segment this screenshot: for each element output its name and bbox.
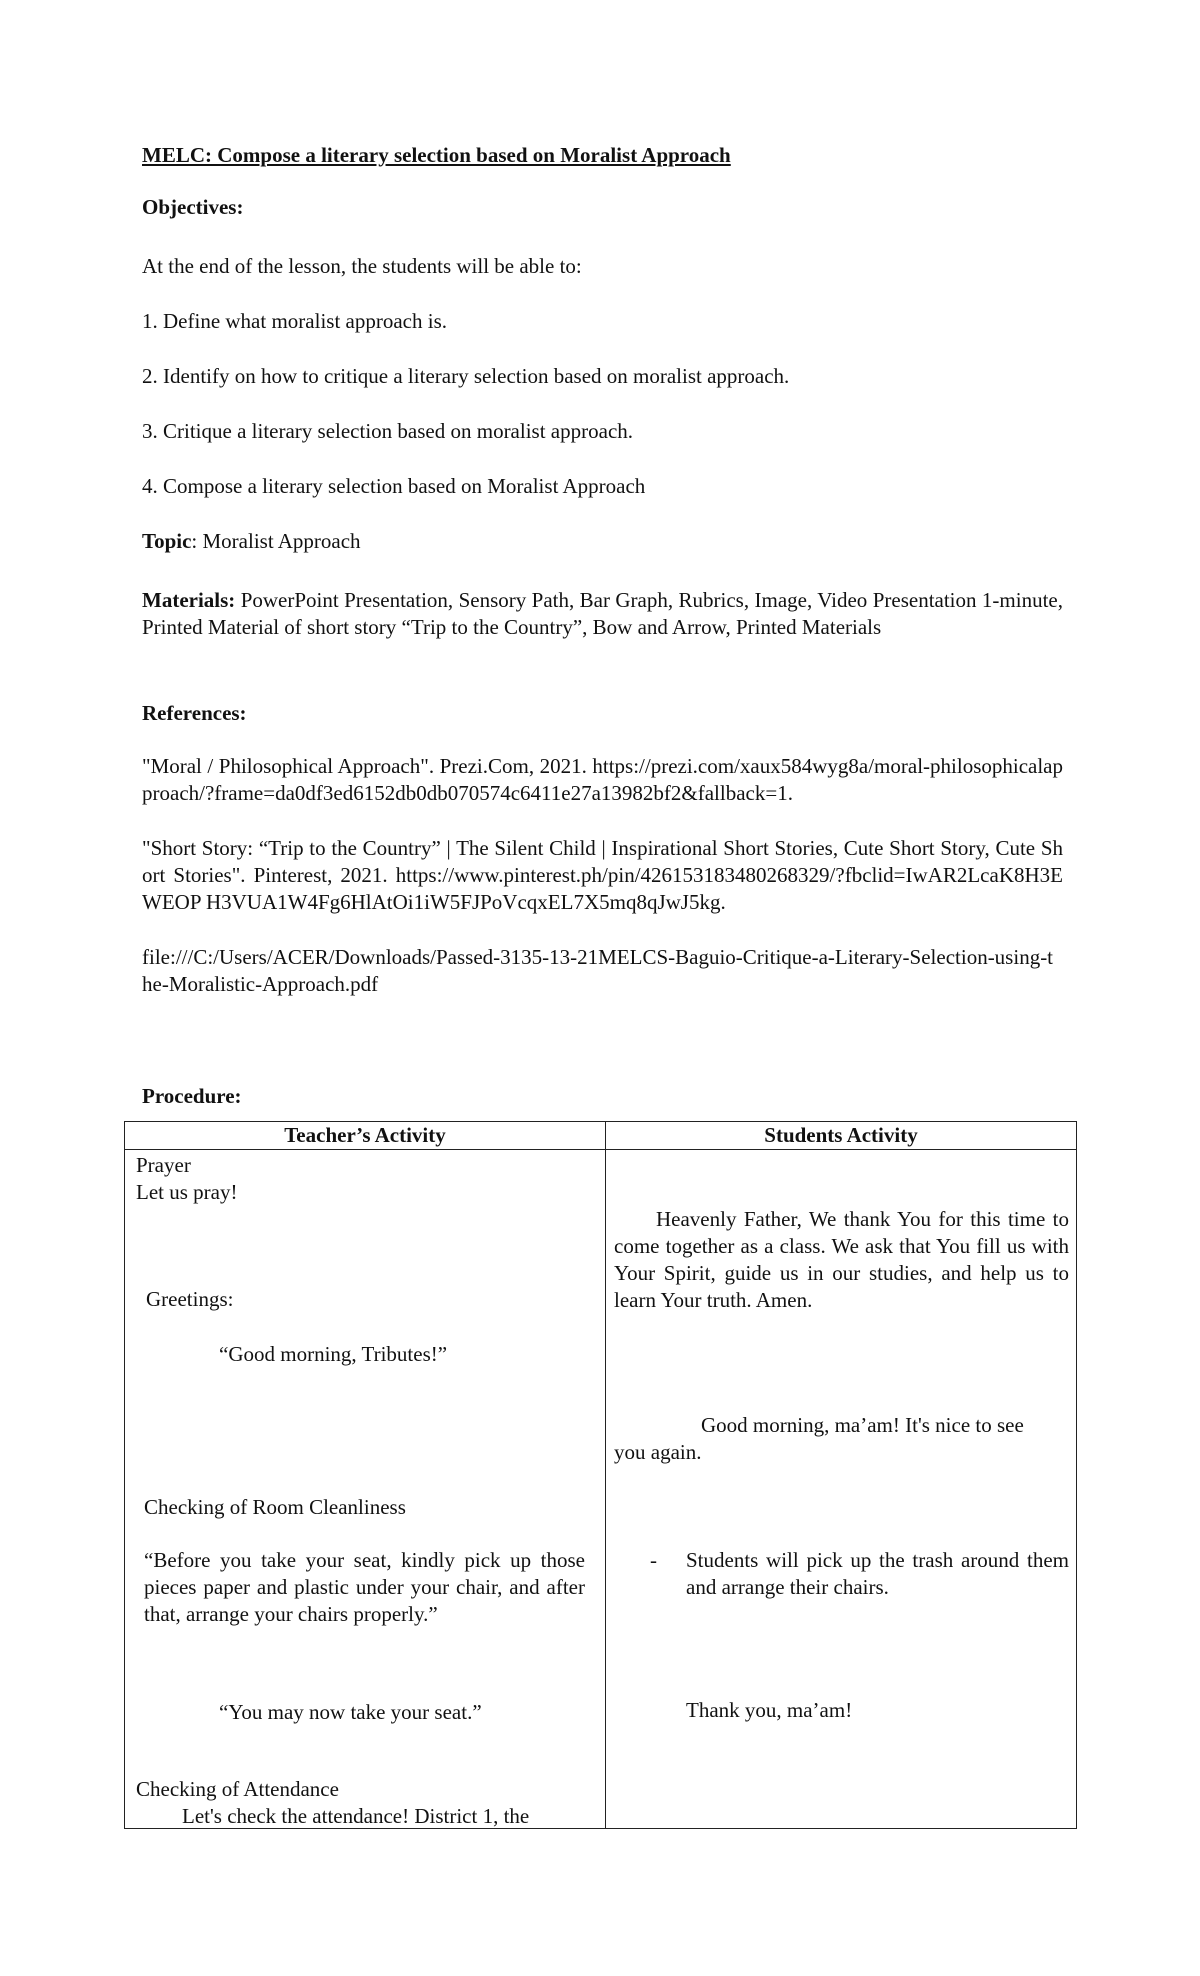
teacher-good-morning: “Good morning, Tributes!” bbox=[219, 1342, 448, 1366]
students-greeting-reply-cont: you again. bbox=[614, 1440, 702, 1464]
students-column-header: Students Activity bbox=[606, 1122, 1077, 1150]
materials-label: Materials: bbox=[142, 588, 236, 612]
students-activity-cell bbox=[606, 1150, 1077, 1829]
teacher-check-attendance: Let's check the attendance! District 1, the bbox=[182, 1804, 530, 1828]
topic-value: : Moralist Approach bbox=[191, 529, 361, 553]
teacher-lets-pray: Let us pray! bbox=[136, 1180, 238, 1204]
references-heading: References: bbox=[142, 701, 247, 725]
students-greeting-reply: Good morning, ma’am! It's nice to see bbox=[701, 1413, 1024, 1437]
teacher-column-header: Teacher’s Activity bbox=[125, 1122, 606, 1150]
procedure-row bbox=[125, 1150, 1077, 1829]
materials-paragraph bbox=[142, 587, 1063, 641]
topic-line bbox=[142, 528, 1063, 555]
objective-item: 3. Critique a literary selection based on moralist approach. bbox=[142, 419, 634, 443]
objectives-intro: At the end of the lesson, the students will be able to: bbox=[142, 254, 582, 278]
objective-item: 4. Compose a literary selection based on Moralist Approach bbox=[142, 474, 646, 498]
teacher-take-seat: “You may now take your seat.” bbox=[219, 1700, 482, 1724]
objectives-heading: Objectives: bbox=[142, 195, 244, 219]
teacher-prayer: Prayer bbox=[136, 1153, 191, 1177]
objective-item: 2. Identify on how to critique a literary selection based on moralist approach. bbox=[142, 364, 790, 388]
students-thanks: Thank you, ma’am! bbox=[686, 1698, 853, 1722]
teacher-pick-up: “Before you take your seat, kindly pick up those pieces paper and plastic under your chair, and after that, arrange your chairs properly.” bbox=[144, 1548, 585, 1626]
materials-value: PowerPoint Presentation, Sensory Path, Bar Graph, Rubrics, Image, Video Presentation 1-minute, Printed Material of short story “Trip to the Country”, Bow and Arrow, Printed Materials bbox=[142, 588, 1063, 639]
reference-item: "Moral / Philosophical Approach". Prezi.Com, 2021. https://prezi.com/xaux584wyg8a/moral-philosophicalapproach/?frame=da0df3ed6152db0db070574c6411e27a13982bf2&fallback=1. bbox=[142, 754, 1063, 805]
topic-label: Topic bbox=[142, 529, 192, 553]
procedure-header-row bbox=[125, 1122, 1077, 1150]
reference-item: file:///C:/Users/ACER/Downloads/Passed-3135-13-21MELCS-Baguio-Critique-a-Literary-Selection-using-the-Moralistic-Approach.pdf bbox=[142, 945, 1054, 996]
teacher-cleanliness: Checking of Room Cleanliness bbox=[144, 1495, 406, 1519]
reference-item: "Short Story: “Trip to the Country” | The Silent Child | Inspirational Short Stories, Cute Short Story, Cute Short Stories". Pinterest, 2021. https://www.pinterest.ph/pin/426153183480268329/?fbclid=IwAR2LcaK8H3EWEOP H3VUA1W4Fg6HlAtOi1iW5FJPoVcqxEL7X5mq8qJwJ5kg. bbox=[142, 836, 1063, 914]
students-dash: - bbox=[650, 1548, 657, 1572]
students-pick-up-reply: Students will pick up the trash around them and arrange their chairs. bbox=[686, 1548, 1069, 1599]
procedure-heading: Procedure: bbox=[142, 1084, 242, 1108]
procedure-table bbox=[124, 1121, 1077, 1829]
students-prayer-text: Heavenly Father, We thank You for this time to come together as a class. We ask that You fill us with Your Spirit, guide us in our studies, and help us to learn Your truth. Amen. bbox=[614, 1207, 1069, 1312]
melc-title: MELC: Compose a literary selection based on Moralist Approach bbox=[142, 143, 731, 167]
teacher-greetings: Greetings: bbox=[146, 1287, 234, 1311]
teacher-activity-cell bbox=[125, 1150, 606, 1829]
objective-item: 1. Define what moralist approach is. bbox=[142, 309, 447, 333]
teacher-attendance: Checking of Attendance bbox=[136, 1777, 339, 1801]
